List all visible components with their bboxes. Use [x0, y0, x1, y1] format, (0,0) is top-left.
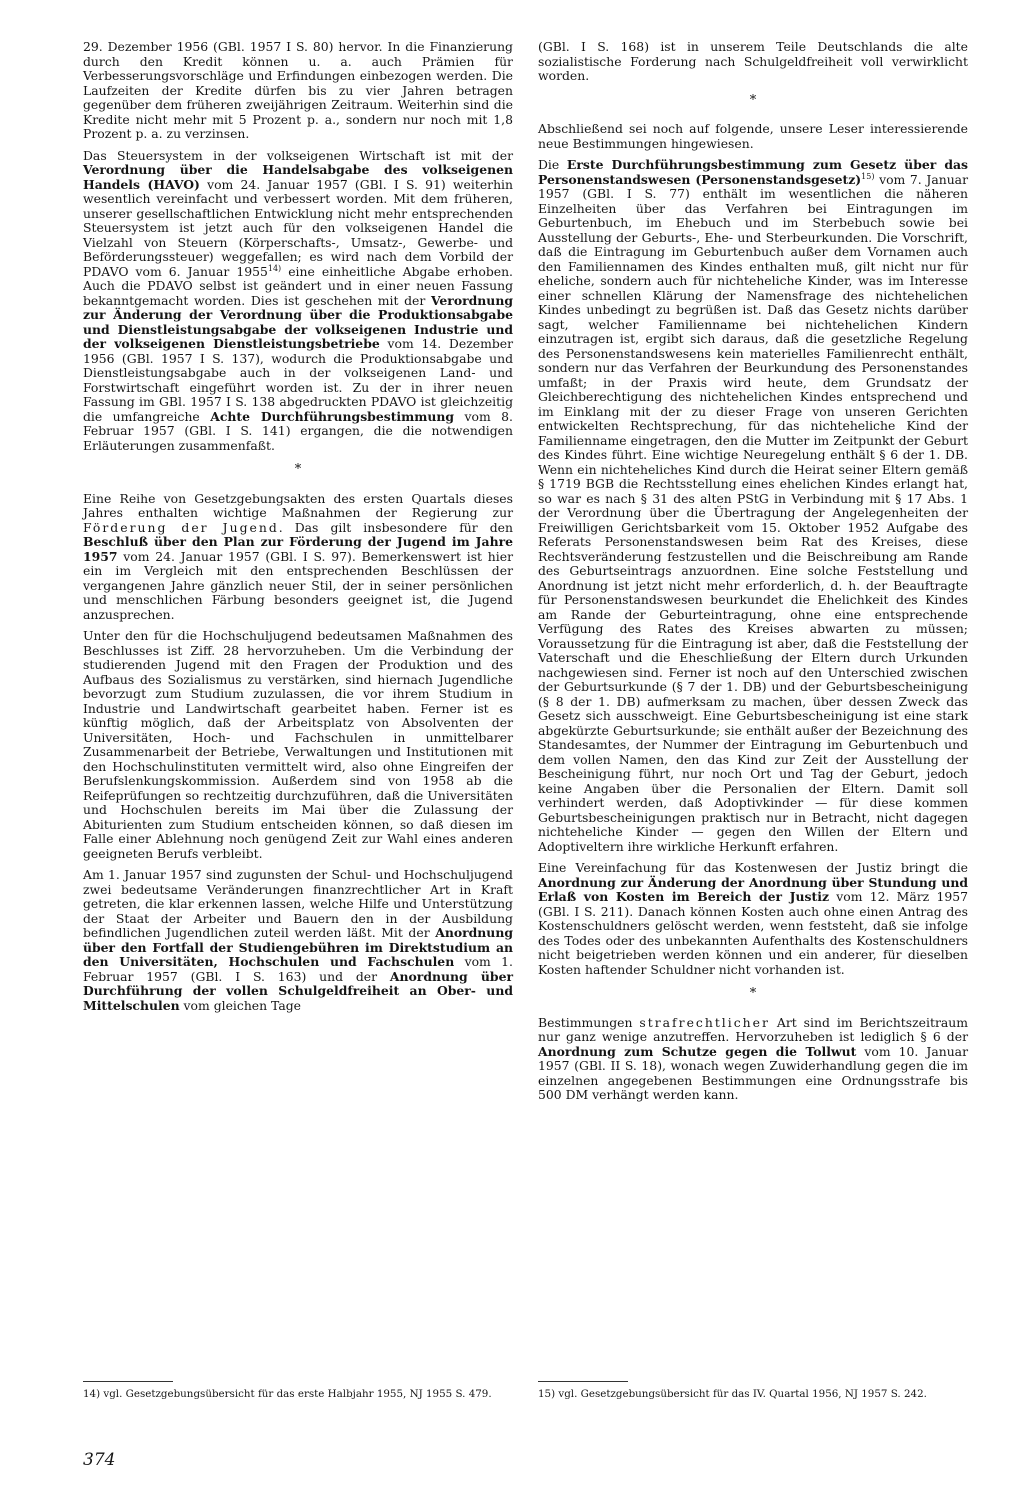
paragraph: Abschließend sei noch auf folgende, unsere Leser interessierende neue Bestimmungen hingewiesen. [538, 121, 968, 151]
page-number: 374 [83, 1450, 116, 1470]
footnote-14: 14) vgl. Gesetzgebungsübersicht für das erste Halbjahr 1955, NJ 1955 S. 479. [83, 1388, 492, 1400]
paragraph: Bestimmungen strafrechtlicher Art sind im Berichtszeitraum nur ganz wenige anzutreffen. Hervorzuheben ist lediglich § 6 der Anordnung zum Schutze gegen die Tollwut vom 10. Januar 1957 (GBl. II S. 18), wonach wegen Zuwiderhandlung gegen die im einzelnen angegebenen Bestimmungen eine Ordnungsstrafe bis 500 DM verhängt werden kann. [538, 1014, 968, 1102]
paragraph: Die Erste Durchführungsbestimmung zum Gesetz über das Personenstandswesen (Personenstandsgesetz)$^{15)}$ vom 7. Januar 1957 (GBl. I S. 77) enthält im wesentlichen die näheren Einzelheiten über das Verfahren bei Eintragungen im Geburtenbuch, im Ehebuch und im Sterbebuch sowie bei Ausstellung der Geburts-, Ehe- und Sterbeurkunden. Die Vorschrift, daß die Eintragung im Geburtenbuch außer dem Vornamen auch den Familiennamen des Kindes enthalten muß, gilt nicht nur für eheliche, sondern auch für nichteheliche Kinder, was im Interesse einer schnellen Klärung der Namensfrage des nichtehelichen Kindes unbedingt zu begrüßen ist. Daß das Gesetz nichts darüber sagt, welcher Familienname bei nichtehelichen Kindern einzutragen ist, ergibt sich daraus, daß die gesetzliche Regelung des Personenstandswesens kein materielles Familienrecht enthält, sondern nur das Verfahren der Beurkundung des Personenstandes umfaßt; in der Praxis wird heute, dem Grundsatz der Gleichberechtigung des nichtehelichen Kindes entsprechend und im Einklang mit der zu dieser Frage von unseren Gerichten entwickelten Rechtsprechung, für das nichteheliche Kind der Familienname eingetragen, den die Mutter im Zeitpunkt der Geburt des Kindes führt. Eine wichtige Neuregelung enthält § 6 der 1. DB. Wenn ein nichteheliches Kind durch die Heirat seiner Eltern gemäß § 1719 BGB die Rechtsstellung eines ehelichen Kindes erlangt hat, so war es nach § 31 des alten PStG in Verbindung mit § 17 Abs. 1 der Verordnung über die Übertragung der Angelegenheiten der Freiwilligen Gerichtsbarkeit vom 15. Oktober 1952 Aufgabe des Referats Personenstandswesen beim Rat des Kreises, diese Rechtsveränderung festzustellen und die Beischreibung am Rande des Geburtseintrags anzuordnen. Eine solche Feststellung und Anordnung ist jetzt nicht mehr erforderlich, d. h. der Beauftragte für Personenstandswesen beurkundet die Ehelichkeit des Kindes am Rande der Geburteintragung, ohne eine entsprechende Verfügung des Rates des Kreises abwarten zu müssen; Voraussetzung für die Eintragung ist aber, daß die Feststellung der Vaterschaft und die Eheschließung der Eltern durch Urkunden nachgewiesen sind. Ferner ist noch auf den Unterschied zwischen der Geburtsurkunde (§ 7 der 1. DB) und der Geburtsbescheinigung (§ 8 der 1. DB) aufmerksam zu machen, über dessen Zweck das Gesetz sich ausschweigt. Eine Geburtsbescheinigung ist eine stark abgekürzte Geburtsurkunde; sie enthält außer der Bezeichnung des Standesamtes, der Nummer der Eintragung im Geburtenbuch und dem vollen Namen, den das Kind zur Zeit der Ausstellung der Bescheinigung führt, nur noch Ort und Tag der Geburt, jedoch keine Angaben über die Personalien der Eltern. Damit soll verhindert werden, daß Adoptivkinder — für diese kommen Geburtsbescheinigungen praktisch nur in Betracht, nicht dagegen nichteheliche Kinder — gegen den Willen der Eltern und Adoptiveltern ihre wirkliche Herkunft erfahren. [538, 157, 968, 854]
footnote-divider [83, 1381, 173, 1382]
paragraph: Eine Reihe von Gesetzgebungsakten des ersten Quartals dieses Jahres enthalten wichtige Maßnahmen der Regierung zur Förderung der Jugend. Das gilt insbesondere für den Beschluß über den Plan zur Förderung der Jugend im Jahre 1957 vom 24. Januar 1957 (GBl. I S. 97). Bemerkenswert ist hier ein im Vergleich mit den entsprechenden Beschlüssen der vergangenen Jahre gänzlich neuer Stil, der in seiner persönlichen und menschlichen Färbung besonders geeignet ist, die Jugend anzusprechen. [83, 490, 513, 622]
left-column [83, 40, 513, 1020]
paragraph: (GBl. I S. 168) ist in unserem Teile Deutschlands die alte sozialistische Forderung nach Schulgeldfreiheit voll verwirklicht worden. [538, 39, 968, 83]
section-separator: * [749, 986, 757, 1001]
paragraph: Eine Vereinfachung für das Kostenwesen der Justiz bringt die Anordnung zur Änderung der Anordnung über Stundung und Erlaß von Kosten im Bereich der Justiz vom 12. März 1957 (GBl. I S. 211). Danach können Kosten auch ohne einen Antrag des Kostenschuldners gelöscht werden, wenn feststeht, daß sie infolge des Todes oder des unbekannten Aufenthalts des Kostenschuldners nicht beigetrieben werden können und ein anderer, für dieselben Kosten haftender Schuldner nicht vorhanden ist. [538, 860, 968, 977]
right-column [538, 40, 968, 1110]
paragraph: 29. Dezember 1956 (GBl. 1957 I S. 80) hervor. In die Finanzierung durch den Kredit können u. a. auch Prämien für Verbesserungsvorschläge und Erfindungen einbezogen werden. Die Laufzeiten der Kredite dürfen bis zu vier Jahren betragen gegenüber dem früheren zweijährigen Zeitraum. Weiterhin sind die Kredite nicht mehr mit 5 Prozent p. a., sondern nur noch mit 1,8 Prozent p. a. zu verzinsen. [83, 39, 513, 141]
footnote-divider [538, 1381, 628, 1382]
paragraph: Unter den für die Hochschuljugend bedeutsamen Maßnahmen des Beschlusses ist Ziff. 28 hervorzuheben. Um die Verbindung der studierenden Jugend mit den Fragen der Produktion und des Aufbaus des Sozialismus zu verstärken, sind hiernach Jugendliche bevorzugt zum Studium zuzulassen, die vor ihrem Studium in Industrie und Landwirtschaft gearbeitet haben. Ferner ist es künftig möglich, daß der Arbeitsplatz von Absolventen der Universitäten, Hoch- und Fachschulen in unmittelbarer Zusammenarbeit der Betriebe, Verwaltungen und Institutionen mit den Hochschulinstituten vermittelt wird, also ohne Eingreifen der Berufslenkungskommission. Außerdem sind von 1958 ab die Reifeprüfungen so rechtzeitig durchzuführen, daß die Universitäten und Hochschulen bereits im Mai über die Zulassung der Abiturienten zum Studium entscheiden können, so daß diesen im Falle einer Ablehnung noch genügend Zeit zur Wahl eines anderen geeigneten Berufs verbleibt. [83, 628, 513, 861]
footnote-15: 15) vgl. Gesetzgebungsübersicht für das IV. Quartal 1956, NJ 1957 S. 242. [538, 1388, 927, 1400]
paragraph: Am 1. Januar 1957 sind zugunsten der Schul- und Hochschuljugend zwei bedeutsame Veränderungen finanzrechtlicher Art in Kraft getreten, die klar erkennen lassen, welche Hilfe und Unterstützung der Staat der Arbeiter und Bauern den in der Ausbildung befindlichen Jugendlichen zuteil werden läßt. Mit der Anordnung über den Fortfall der Studiengebühren im Direktstudium an den Universitäten, Hochschulen und Fachschulen vom 1. Februar 1957 (GBl. I S. 163) und der Anordnung über Durchführung der vollen Schulgeldfreiheit an Ober- und Mittelschulen vom gleichen Tage [83, 867, 513, 1013]
paragraph: Das Steuersystem in der volkseigenen Wirtschaft ist mit der Verordnung über die Handelsabgabe des volkseigenen Handels (HAVO) vom 24. Januar 1957 (GBl. I S. 91) weiterhin wesentlich vereinfacht und verbessert worden. Mit dem früheren, unserer gesellschaftlichen Entwicklung nicht mehr entsprechenden Steuersystem ist jetzt auch für den volkseigenen Handel die Vielzahl von Steuern (Körperschafts-, Umsatz-, Gewerbe- und Beförderungssteuer) weggefallen; es wird nach dem Vorbild der PDAVO vom 6. Januar 1955$^{14)}$ eine einheitliche Abgabe erhoben. Auch die PDAVO selbst ist geändert und in einer neuen Fassung bekanntgemacht worden. Dies ist geschehen mit der Verordnung zur Änderung der Verordnung über die Produktionsabgabe und Dienstleistungsabgabe der volkseigenen Industrie und der volkseigenen Dienstleistungsbetriebe vom 14. Dezember 1956 (GBl. 1957 I S. 137), wodurch die Produktionsabgabe und Dienstleistungsabgabe auch in der volkseigenen Land- und Forstwirtschaft eingeführt worden ist. Zu der in ihrer neuen Fassung im GBl. 1957 I S. 138 abgedruckten PDAVO ist gleichzeitig die umfangreiche Achte Durchführungsbestimmung vom 8. Februar 1957 (GBl. I S. 141) ergangen, die die notwendigen Erläuterungen zusammenfaßt. [83, 147, 514, 453]
section-separator: * [749, 92, 757, 108]
section-separator: * [294, 462, 302, 477]
